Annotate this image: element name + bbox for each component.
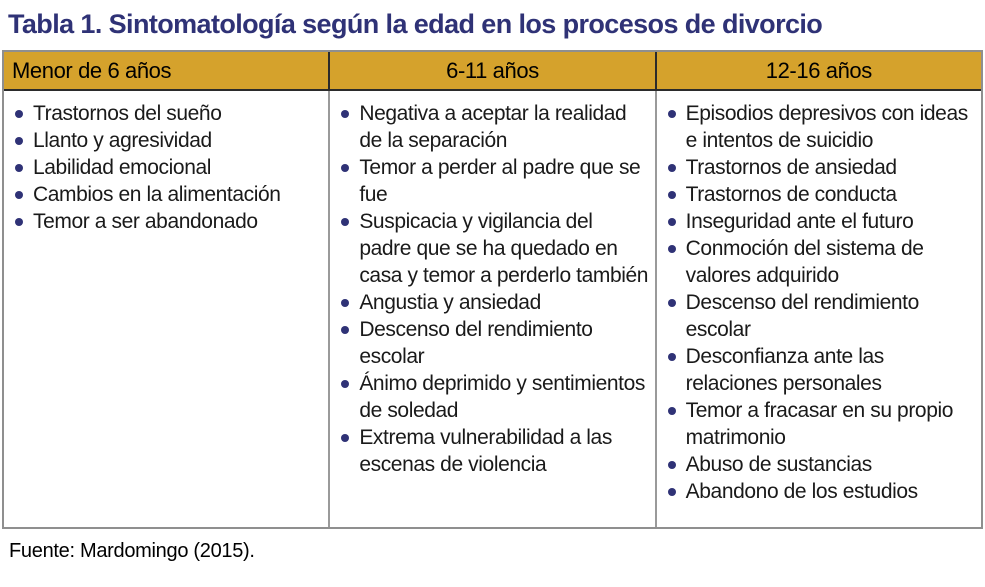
list-item bbox=[338, 154, 648, 208]
bullet-icon bbox=[341, 218, 349, 226]
symptom-list bbox=[338, 100, 648, 478]
table-title: Tabla 1. Sintomatología según la edad en los procesos de divorcio bbox=[8, 9, 823, 39]
list-item bbox=[12, 154, 322, 181]
bullet-icon bbox=[15, 110, 23, 118]
list-item-text: Abuso de sustancias bbox=[685, 453, 872, 476]
list-item bbox=[338, 316, 648, 370]
bullet-icon bbox=[341, 164, 349, 172]
column-body-0 bbox=[4, 91, 328, 527]
list-item bbox=[665, 100, 975, 154]
list-item bbox=[338, 100, 648, 154]
list-item bbox=[338, 424, 648, 478]
list-item-text: Ánimo deprimido y sentimientos de soledad bbox=[359, 372, 645, 422]
bullet-icon bbox=[668, 164, 676, 172]
list-item-text: Suspicacia y vigilancia del padre que se ha quedado en casa y temor a perderlo también bbox=[359, 210, 649, 287]
list-item-text: Inseguridad ante el futuro bbox=[685, 210, 914, 233]
table-header-row bbox=[4, 52, 981, 91]
bullet-icon bbox=[341, 380, 349, 388]
list-item-text: Labilidad emocional bbox=[33, 156, 212, 179]
list-item-text: Temor a ser abandonado bbox=[33, 210, 258, 233]
bullet-icon bbox=[341, 434, 349, 442]
bullet-icon bbox=[668, 407, 676, 415]
bullet-icon bbox=[668, 299, 676, 307]
bullet-icon bbox=[668, 191, 676, 199]
bullet-icon bbox=[668, 245, 676, 253]
column-body-1 bbox=[328, 91, 654, 527]
bullet-icon bbox=[668, 110, 676, 118]
source-note: Fuente: Mardomingo (2015). bbox=[9, 540, 255, 562]
list-item bbox=[665, 478, 975, 505]
list-item bbox=[665, 235, 975, 289]
list-item bbox=[665, 181, 975, 208]
bullet-icon bbox=[15, 218, 23, 226]
list-item-text: Trastornos de ansiedad bbox=[685, 156, 897, 179]
symptom-list bbox=[665, 100, 975, 505]
bullet-icon bbox=[15, 191, 23, 199]
list-item bbox=[665, 208, 975, 235]
table-body-row bbox=[4, 91, 981, 527]
bullet-icon bbox=[668, 461, 676, 469]
bullet-icon bbox=[668, 218, 676, 226]
bullet-icon bbox=[15, 164, 23, 172]
list-item-text: Desconfianza ante las relaciones personales bbox=[685, 345, 884, 395]
list-item bbox=[665, 289, 975, 343]
column-header-1: 6-11 años bbox=[328, 52, 654, 89]
list-item-text: Negativa a aceptar la realidad de la separación bbox=[359, 102, 627, 152]
list-item bbox=[338, 370, 648, 424]
list-item bbox=[12, 127, 322, 154]
list-item bbox=[665, 154, 975, 181]
column-header-0: Menor de 6 años bbox=[12, 58, 172, 83]
list-item-text: Descenso del rendimiento escolar bbox=[685, 291, 919, 341]
list-item-text: Conmoción del sistema de valores adquirido bbox=[685, 237, 924, 287]
bullet-icon bbox=[668, 353, 676, 361]
list-item-text: Abandono de los estudios bbox=[685, 480, 918, 503]
list-item-text: Angustia y ansiedad bbox=[359, 291, 541, 314]
symptom-list bbox=[12, 100, 322, 235]
list-item bbox=[338, 208, 648, 289]
bullet-icon bbox=[15, 137, 23, 145]
column-header-2: 12-16 años bbox=[655, 52, 981, 89]
list-item-text: Episodios depresivos con ideas e intentos de suicidio bbox=[685, 102, 968, 152]
list-item-text: Temor a perder al padre que se fue bbox=[359, 156, 641, 206]
list-item bbox=[665, 451, 975, 478]
bullet-icon bbox=[341, 110, 349, 118]
bullet-icon bbox=[341, 299, 349, 307]
symptoms-table bbox=[2, 50, 983, 529]
list-item bbox=[665, 343, 975, 397]
list-item-text: Cambios en la alimentación bbox=[33, 183, 281, 206]
bullet-icon bbox=[668, 488, 676, 496]
list-item bbox=[12, 208, 322, 235]
list-item bbox=[12, 181, 322, 208]
list-item-text: Descenso del rendimiento escolar bbox=[359, 318, 593, 368]
list-item-text: Llanto y agresividad bbox=[33, 129, 212, 152]
list-item-text: Extrema vulnerabilidad a las escenas de violencia bbox=[359, 426, 612, 476]
list-item bbox=[338, 289, 648, 316]
list-item bbox=[12, 100, 322, 127]
list-item-text: Trastornos de conducta bbox=[685, 183, 897, 206]
list-item-text: Trastornos del sueño bbox=[33, 102, 222, 125]
list-item-text: Temor a fracasar en su propio matrimonio bbox=[685, 399, 954, 449]
list-item bbox=[665, 397, 975, 451]
column-body-2 bbox=[655, 91, 981, 527]
bullet-icon bbox=[341, 326, 349, 334]
